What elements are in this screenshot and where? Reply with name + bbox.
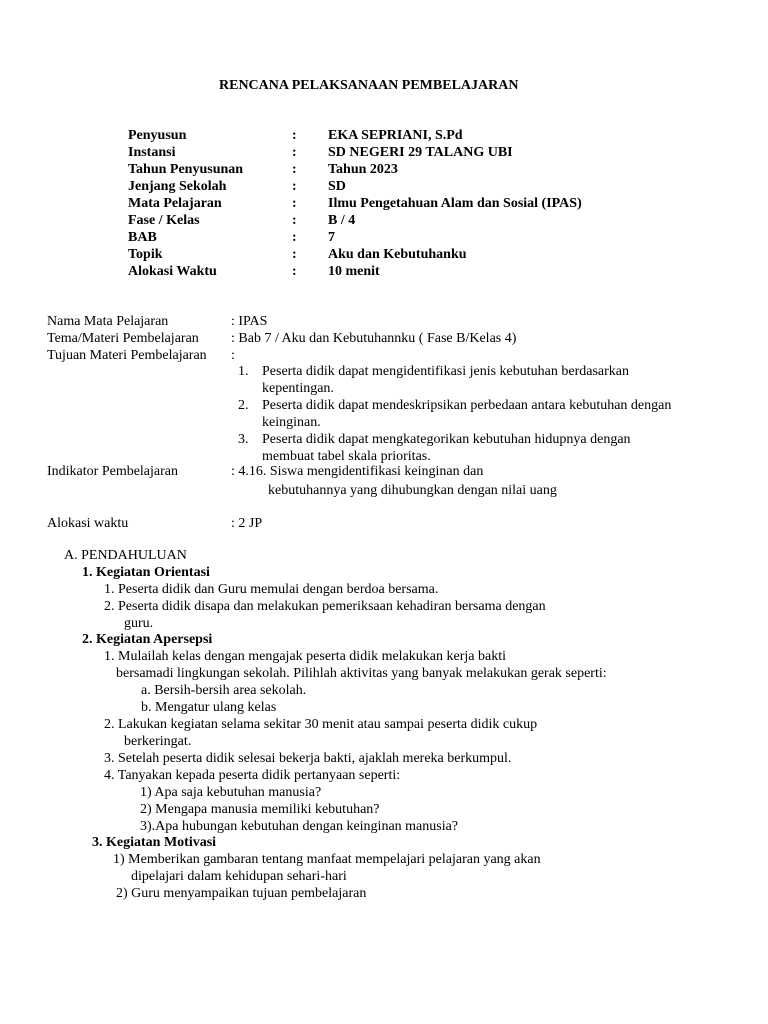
apersepsi-subitem: a. Bersih-bersih area sekolah.: [141, 683, 307, 698]
motivasi-heading: 3. Kegiatan Motivasi: [92, 835, 217, 850]
header-label-alokasi: Alokasi Waktu: [128, 264, 217, 279]
apersepsi-subitem: b. Mengatur ulang kelas: [141, 700, 277, 715]
header-value-penyusun: EKA SEPRIANI, S.Pd: [328, 128, 463, 143]
apersepsi-question: 2) Mengapa manusia memiliki kebutuhan?: [140, 802, 380, 817]
apersepsi-heading: 2. Kegiatan Apersepsi: [82, 632, 213, 647]
header-label-penyusun: Penyusun: [128, 128, 187, 143]
apersepsi-item: 1. Mulailah kelas dengan mengajak peserta didik melakukan kerja bakti: [104, 649, 506, 664]
tujuan-item-text-cont: kepentingan.: [262, 381, 334, 396]
header-value-fase: B / 4: [328, 213, 356, 228]
tujuan-item-text-cont: keinginan.: [262, 415, 321, 430]
apersepsi-item: 2. Lakukan kegiatan selama sekitar 30 menit atau sampai peserta didik cukup: [104, 717, 538, 732]
tema-value: : Bab 7 / Aku dan Kebutuhannku ( Fase B/Kelas 4): [231, 331, 517, 346]
motivasi-item: 2) Guru menyampaikan tujuan pembelajaran: [116, 886, 367, 901]
indikator-label: Indikator Pembelajaran: [47, 464, 179, 479]
header-value-bab: 7: [328, 230, 335, 245]
header-sep: :: [292, 247, 297, 262]
header-label-mapel: Mata Pelajaran: [128, 196, 222, 211]
header-sep: :: [292, 264, 297, 279]
orientasi-item: 2. Peserta didik disapa dan melakukan pemeriksaan kehadiran bersama dengan: [104, 599, 546, 614]
alokasi-label: Alokasi waktu: [47, 516, 129, 531]
tujuan-item-text: Peserta didik dapat mengkategorikan kebutuhan hidupnya dengan: [262, 432, 631, 447]
apersepsi-item-cont: bersamadi lingkungan sekolah. Pilihlah aktivitas yang banyak melakukan gerak seperti:: [116, 666, 607, 681]
header-value-mapel: Ilmu Pengetahuan Alam dan Sosial (IPAS): [328, 196, 582, 211]
header-value-alokasi: 10 menit: [328, 264, 380, 279]
orientasi-item: 1. Peserta didik dan Guru memulai dengan berdoa bersama.: [104, 582, 439, 597]
apersepsi-item: 4. Tanyakan kepada peserta didik pertanyaan seperti:: [104, 768, 401, 783]
apersepsi-question: 3).Apa hubungan kebutuhan dengan keinginan manusia?: [140, 819, 459, 834]
document-title: RENCANA PELAKSANAAN PEMBELAJARAN: [219, 78, 519, 93]
orientasi-item-cont: guru.: [124, 616, 154, 631]
header-label-tahun: Tahun Penyusunan: [128, 162, 244, 177]
tujuan-item-num: 2.: [238, 398, 249, 413]
apersepsi-item: 3. Setelah peserta didik selesai bekerja bakti, ajaklah mereka berkumpul.: [104, 751, 512, 766]
alokasi-value: : 2 JP: [231, 516, 263, 531]
tujuan-item-text: Peserta didik dapat mengidentifikasi jenis kebutuhan berdasarkan: [262, 364, 630, 379]
header-sep: :: [292, 145, 297, 160]
tema-label: Tema/Materi Pembelajaran: [47, 331, 199, 346]
tujuan-item-num: 1.: [238, 364, 249, 379]
tujuan-item-num: 3.: [238, 432, 249, 447]
nama-mapel-label: Nama Mata Pelajaran: [47, 314, 169, 329]
header-sep: :: [292, 230, 297, 245]
nama-mapel-value: : IPAS: [231, 314, 268, 329]
header-sep: :: [292, 213, 297, 228]
tujuan-value: :: [231, 348, 235, 363]
header-value-tahun: Tahun 2023: [328, 162, 398, 177]
header-label-bab: BAB: [128, 230, 157, 245]
header-value-topik: Aku dan Kebutuhanku: [328, 247, 467, 262]
header-value-instansi: SD NEGERI 29 TALANG UBI: [328, 145, 513, 160]
header-sep: :: [292, 179, 297, 194]
section-a-heading: A. PENDAHULUAN: [64, 548, 187, 563]
tujuan-item-text-cont: membuat tabel skala prioritas.: [262, 449, 431, 464]
header-sep: :: [292, 128, 297, 143]
tujuan-item-text: Peserta didik dapat mendeskripsikan perbedaan antara kebutuhan dengan: [262, 398, 672, 413]
header-sep: :: [292, 162, 297, 177]
apersepsi-item-cont: berkeringat.: [124, 734, 192, 749]
header-label-topik: Topik: [128, 247, 163, 262]
header-value-jenjang: SD: [328, 179, 346, 194]
motivasi-item-cont: dipelajari dalam kehidupan sehari-hari: [131, 869, 347, 884]
header-sep: :: [292, 196, 297, 211]
header-label-fase: Fase / Kelas: [128, 213, 200, 228]
header-label-jenjang: Jenjang Sekolah: [128, 179, 227, 194]
indikator-value-cont: kebutuhannya yang dihubungkan dengan nilai uang: [268, 483, 557, 498]
tujuan-label: Tujuan Materi Pembelajaran: [47, 348, 207, 363]
apersepsi-question: 1) Apa saja kebutuhan manusia?: [140, 785, 322, 800]
motivasi-item: 1) Memberikan gambaran tentang manfaat mempelajari pelajaran yang akan: [113, 852, 541, 867]
orientasi-heading: 1. Kegiatan Orientasi: [82, 565, 210, 580]
header-label-instansi: Instansi: [128, 145, 176, 160]
indikator-value: : 4.16. Siswa mengidentifikasi keinginan dan: [231, 464, 484, 479]
